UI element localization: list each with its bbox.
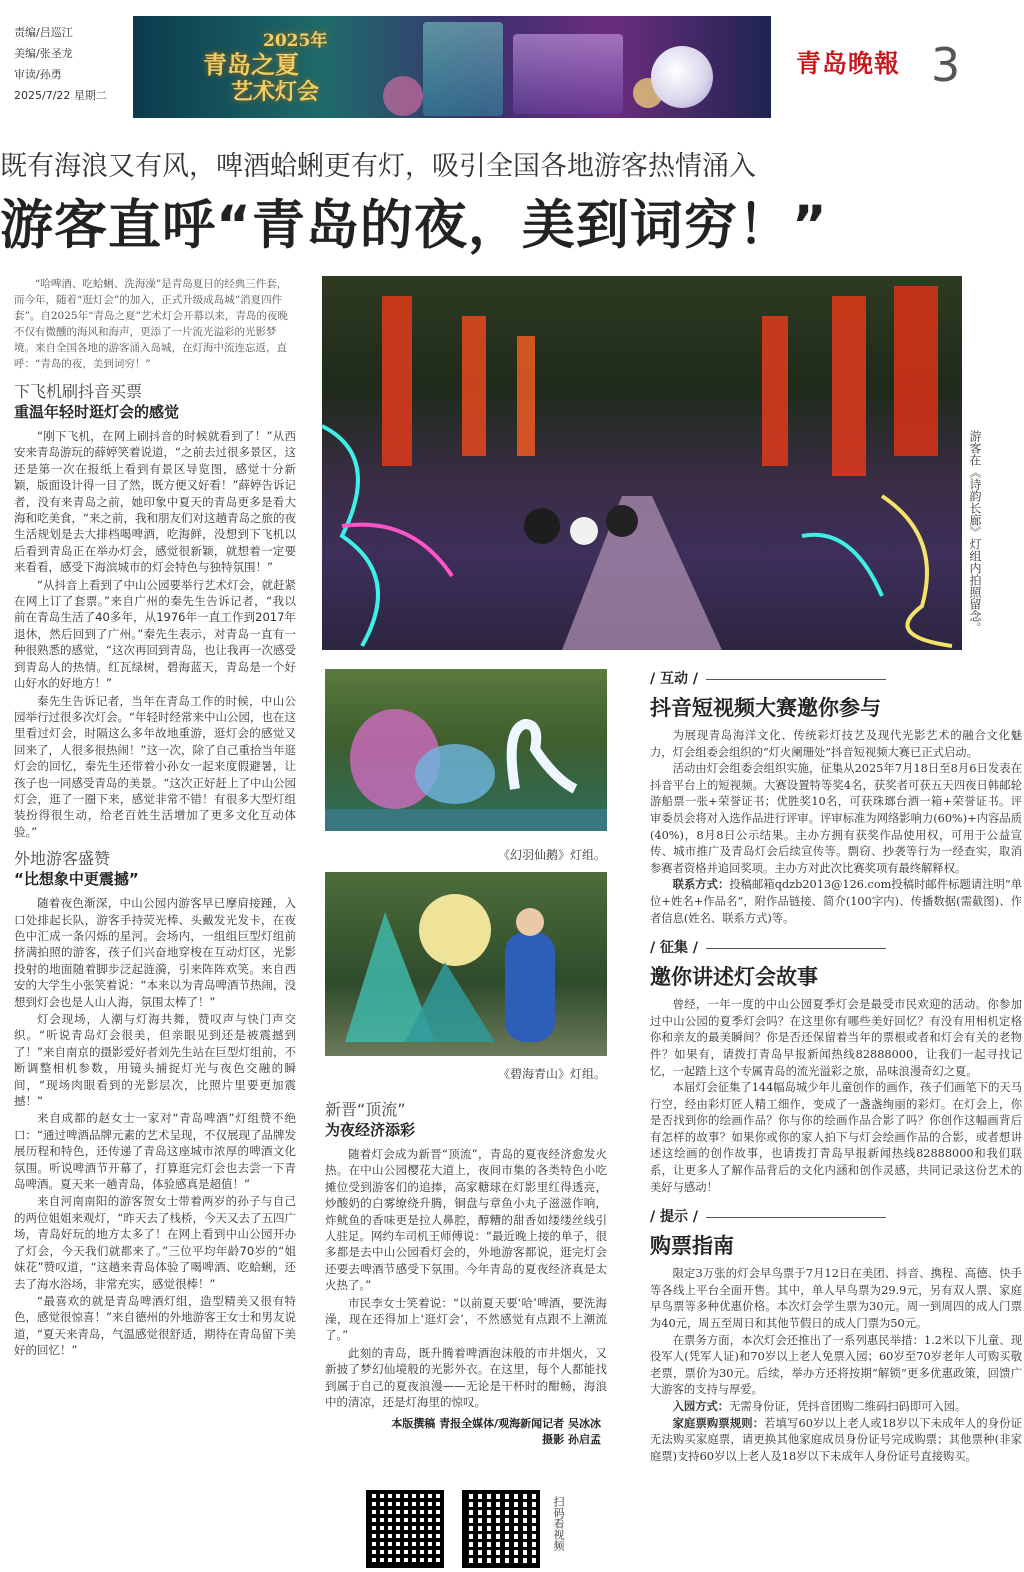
- paragraph: 灯会现场，人潮与灯海共舞，赞叹声与快门声交织。“听说青岛灯会很美，但亲眼见到还是被震撼到了！”来自南京的摄影爱好者刘先生站在巨型灯组前，不断调整相机参数，用镜头捕捉灯光与夜色交融的瞬间，“现场肉眼看到的光影层次，比照片里要更加震撼！”: [14, 1012, 296, 1109]
- paragraph: 随着夜色渐深，中山公园内游客早已摩肩接踵，入口处排起长队，游客手持荧光棒、头戴发光发卡，在夜色中汇成一条闪烁的星河。会场内，一组组巨型灯组前挤满拍照的游客，孩子们兴奋地穿梭在互动灯区，光影投射的地面随着脚步泛起涟漪，引来阵阵欢笑。来自西安的大学生小张笑着说：“本来以为青岛啤酒节热闹，没想到灯会也是人山人海，氛围太棒了！”: [14, 896, 296, 1009]
- main-photo-lantern-corridor: [322, 276, 962, 650]
- tag-collect: / 征集 /: [650, 937, 1022, 957]
- contest-heading: 抖音短视频大赛邀你参与: [650, 696, 881, 720]
- page-number: 3: [931, 38, 961, 92]
- contact-label: 联系方式：: [672, 878, 730, 892]
- entry-paragraph: [650, 1399, 1022, 1416]
- tag-interactive: / 互动 /: [650, 668, 1022, 688]
- paragraph: “刚下飞机，在网上刷抖音的时候就看到了！”从西安来青岛游玩的薛婷笑着说道，“之前去过很多景区，这还是第一次在报纸上看到有景区导览图，感觉十分新颖，版面设计得一目了然，既方便又好看！”薛婷告诉记者，没有来青岛之前，她印象中夏天的青岛更多是看大海和吃美食，“来之前，我和朋友们对这趟青岛之旅的夜生活规划是去大排档喝啤酒，吃海鲜，没想到下飞机以后看到青岛正在举办灯会，感觉很新颖，就想着一定要来看看，感受下海滨城市的灯会特色与独特氛围！”: [14, 429, 296, 575]
- entry-text: 无需身份证，凭抖音团购二维码扫码即可入园。: [729, 1400, 967, 1413]
- paragraph: 此刻的青岛，既升腾着啤酒泡沫般的市井烟火，又新披了梦幻仙境般的光影外衣。在这里，每个人都能找到属于自己的夏夜浪漫——无论是干杯时的酣畅，海浪中的清凉，还是灯海里的惊叹。: [325, 1345, 607, 1410]
- right-column: [650, 668, 1022, 1465]
- section2-body: [14, 895, 296, 1358]
- section1-subtitle: 重温年轻时逛灯会的感觉: [14, 403, 180, 421]
- section2-subtitle: “比想象中更震撼”: [14, 870, 139, 889]
- paragraph: 随着灯会成为新晋“顶流”，青岛的夏夜经济愈发火热。在中山公园樱花大道上，夜间市集的各类特色小吃摊位受到游客们的追捧，高家糖球在灯影里红得透亮，炒酸奶的白雾缭绕升腾，铜盘与章鱼小丸子滋滋作响，炸鱿鱼的香味更是拉人鼻腔，醇糟的甜香如缕缕丝线引人驻足。网约车司机王师傅说：“最近晚上接的单子，很多都是去中山公园看灯会的，外地游客都说，逛完灯会还要去啤酒节感受下氛围。今年青岛的夏夜经济真是太火热了。”: [325, 1147, 607, 1293]
- lead-text: “哈啤酒、吃蛤蜊、洗海澡”是青岛夏日的经典三件套，而今年，随着“逛灯会”的加入，正式升级成岛城“消夏四件套”。自2025年“青岛之夏”艺术灯会开幕以来，青岛的夜晚不仅有微醺的海风和海声，更添了一片流光溢彩的光影梦境。来自全国各地的游客涌入岛城，在灯海中流连忘返，直呼：“青岛的夜，美到词穷！”: [14, 278, 288, 370]
- contact-paragraph: [650, 877, 1022, 927]
- qr-code-2[interactable]: [462, 1490, 540, 1568]
- article-lead: [14, 276, 296, 372]
- family-ticket-label: 家庭票购票规则：: [672, 1416, 765, 1430]
- byline-photographer: 摄影 孙启孟: [542, 1432, 601, 1446]
- section1-body: [14, 428, 296, 840]
- entry-label: 入园方式：: [672, 1400, 730, 1413]
- section1-title: 下飞机刷抖音买票: [14, 382, 143, 401]
- tag-notice-label: 提示: [660, 1209, 688, 1226]
- mountain-caption: 《碧海青山》灯组。: [498, 1067, 607, 1081]
- tag-interactive-label: 互动: [660, 671, 688, 687]
- paragraph: 本届灯会征集了144幅岛城少年儿童创作的画作，孩子们画笔下的天马行空，经由彩灯匠人精工细作，变成了一盏盏绚丽的彩灯。在灯会上，你是否找到你的绘画作品？你与你的绘画作品合影了吗？你创作这幅画背后有怎样的故事？如果你或你的家人拍下与灯会绘画作品的合影，或者想讲述这绘画的创作故事，也请拨打青岛早报新闻热线82888000和我们联系，让更多人了解作品背后的文化内涵和创作灵感，共同记录这份艺术的美好与感动！: [650, 1081, 1022, 1194]
- subheadline: 既有海浪又有风，啤酒蛤蜊更有灯，吸引全国各地游客热情涌入: [0, 151, 756, 182]
- festival-banner: [133, 16, 771, 118]
- mountain-illustration: [325, 872, 607, 1056]
- headline: 游客直呼“青岛的夜，美到词穷！”: [0, 195, 828, 256]
- middle-column: [325, 1100, 607, 1447]
- phoenix-illustration: [325, 669, 607, 831]
- middle-section-title: 新晋“顶流”: [325, 1100, 406, 1119]
- byline-writer: 本版撰稿 青报全媒体/观海新闻记者 吴冰冰: [391, 1416, 601, 1430]
- middle-section-subtitle: 为夜经济添彩: [325, 1121, 416, 1139]
- qr-label: 扫码看视频: [552, 1496, 565, 1551]
- paragraph: 为展现青岛海洋文化、传统彩灯技艺及现代光影艺术的融合文化魅力，灯会组委会组织的“灯火阑珊处”抖音短视频大赛已正式启动。: [650, 729, 1022, 759]
- phoenix-caption: 《幻羽仙鹅》灯组。: [498, 848, 607, 862]
- story-body: [650, 997, 1022, 1196]
- newspaper-masthead: 青岛晚報: [796, 49, 901, 78]
- family-ticket-paragraph: [650, 1416, 1022, 1466]
- banner-title-line1: 青岛之夏: [203, 50, 299, 79]
- middle-body: [325, 1146, 607, 1411]
- mountain-lantern-photo: [325, 872, 607, 1056]
- editor-credit: 责编/吕巡江: [14, 26, 73, 39]
- designer-credit: 美编/张圣龙: [14, 47, 73, 60]
- paragraph: 在票务方面，本次灯会还推出了一系列惠民举措：1.2米以下儿童、现役军人(凭军人证)和70岁以上老人免票入园；60岁至70岁老年人可购买敬老票，票价为30元。后续，举办方还将按期“解锁”更多优惠政策，回馈广大游客的支持与厚爱。: [650, 1333, 1022, 1397]
- family-ticket-text: 若填写60岁以上老人或18岁以下未成年人的身份证无法购买家庭票，请更换其他家庭成员身份证号完成购票；其他票种(非家庭票)支持60岁以上老人及18岁以下未成年人身份证号直接购买。: [650, 1416, 1022, 1463]
- contact-text: 投稿邮箱qdzb2013@126.com投稿时邮件标题请注明“单位+姓名+作品名”，附作品链接、简介(100字内)、传播数据(需截图)、作者信息(姓名、联系方式)等。: [650, 878, 1022, 925]
- contest-body: [650, 728, 1022, 927]
- issue-date: 2025/7/22 星期二: [14, 89, 107, 102]
- paragraph: 曾经，一年一度的中山公园夏季灯会是最受市民欢迎的活动。你参加过中山公园的夏季灯会吗？在这里你有哪些美好回忆？有没有用相机定格你和亲友的最美瞬间？你是否还保留着当年的票根或者和灯会有关的老物件？如果有，请拨打青岛早报新闻热线82888000，让我们一起寻找记忆，一起踏上这个专属青岛的流光溢彩之旅，品味浪漫奇幻之夏。: [650, 998, 1022, 1078]
- banner-title: [203, 26, 327, 105]
- banner-year: 2025年: [263, 31, 328, 51]
- tag-collect-label: 征集: [660, 940, 688, 957]
- left-column: [14, 276, 296, 1360]
- paragraph: 来自河南南阳的游客贺女士带着两岁的孙子与自己的两位姐姐来观灯，“昨天去了栈桥，今天又去了五四广场，青岛好玩的地方太多了！在网上看到中山公园开办了灯会，今天我们就都来了。”三位平均年龄70岁的“姐妹花”赞叹道，“这趟来青岛体验了喝啤酒、吃蛤蜊，还去了海水浴场，非常充实，感觉很棒！”: [14, 1194, 296, 1291]
- ticket-heading: 购票指南: [650, 1234, 734, 1259]
- paragraph: 限定3万张的灯会早鸟票于7月12日在美团、抖音、携程、高德、快手等各线上平台全面开售。其中，单人早鸟票为29.9元，另有双人票、家庭早鸟票等多种优惠价格。本次灯会学生票为30元。周一到周四的成人门票为40元，周五至周日和其他节假日的成人门票为50元。: [650, 1267, 1022, 1331]
- banner-title-line2: 艺术灯会: [231, 79, 320, 105]
- paragraph: “最喜欢的就是青岛啤酒灯组，造型精美又很有特色，感觉很惊喜！”来自德州的外地游客王女士和男友说道，“夏天来青岛，气温感觉很舒适，期待在青岛留下美好的回忆！”: [14, 1293, 296, 1358]
- credits-block: [14, 22, 107, 106]
- corridor-illustration: [322, 276, 962, 650]
- proof-credit: 审读/孙勇: [14, 68, 62, 81]
- moon-graphic: [651, 46, 713, 108]
- paragraph: 活动由灯会组委会组织实施，征集从2025年7月18日至8月6日发表在抖音平台上的短视频。大赛设置特等奖4名，获奖者可获五天四夜日韩邮轮游船票一张+荣誉证书；优胜奖10名，可获珠瑯台酒一箱+荣誉证书。评审委员会将对入选作品进行评审。评审标准为网络影响力(60%)+内容品质(40%)，8月8日公示结果。主办方拥有获奖作品使用权，可用于公益宣传、城市推广及青岛灯会后续宣传等。剽窃、抄袭等行为一经查实，取消参赛者资格并追回奖项。主办方对此次比赛奖项有最终解释权。: [650, 762, 1022, 875]
- main-photo-caption: 游客在《诗韵长廊》灯组内拍照留念。: [968, 430, 982, 634]
- section2-title: 外地游客盛赞: [14, 849, 111, 869]
- paragraph: 来自成都的赵女士一家对“青岛啤酒”灯组赞不绝口：“通过啤酒品牌元素的艺术呈现，不仅展现了品牌发展历程和特色，还传递了青岛这座城市浓厚的啤酒文化氛围。听说啤酒节开幕了，打算逛完灯会也去尝一下青岛啤酒。夏天来一趟青岛，体验感真是超值！”: [14, 1111, 296, 1192]
- ticket-body: [650, 1266, 1022, 1465]
- byline: [325, 1415, 607, 1447]
- paragraph: 市民李女士笑着说：“以前夏天要‘哈’啤酒，要洗海澡，现在还得加上‘逛灯会’，不然感觉有点跟不上潮流了。”: [325, 1295, 607, 1343]
- tag-notice: / 提示 /: [650, 1206, 1022, 1226]
- phoenix-lantern-photo: [325, 669, 607, 831]
- paragraph: “从抖音上看到了中山公园要举行艺术灯会，就赶紧在网上订了套票。”来自广州的秦先生告诉记者，“我以前在青岛生活了40多年，从1976年一直工作到2017年退休，然后回到了广州。”秦先生表示，对青岛一直有一种很熟悉的感觉，“这次再回到青岛，也让我再一次感受到青岛人的热情。红瓦绿树，碧海蓝天，青岛是一个好山好水的好地方！”: [14, 577, 296, 691]
- qr-code-1[interactable]: [366, 1490, 444, 1568]
- story-heading: 邀你讲述灯会故事: [650, 965, 818, 990]
- paragraph: 秦先生告诉记者，当年在青岛工作的时候，中山公园举行过很多次灯会。“年轻时经常来中山公园，也在这里看过灯会，时隔这么多年故地重游，逛灯会的感觉又回来了，人很多很热闹！”这一次，除了自己重拾当年逛灯会的回忆，秦先生还带着小孙女一起来度假避暑，让孩子也一同感受青岛的美景。“这次正好赶上了中山公园灯会，逛了一圈下来，感觉非常不错！有很多大型灯组装扮得很生动，给老百姓生活增加了更多文化互动体验。”: [14, 693, 296, 839]
